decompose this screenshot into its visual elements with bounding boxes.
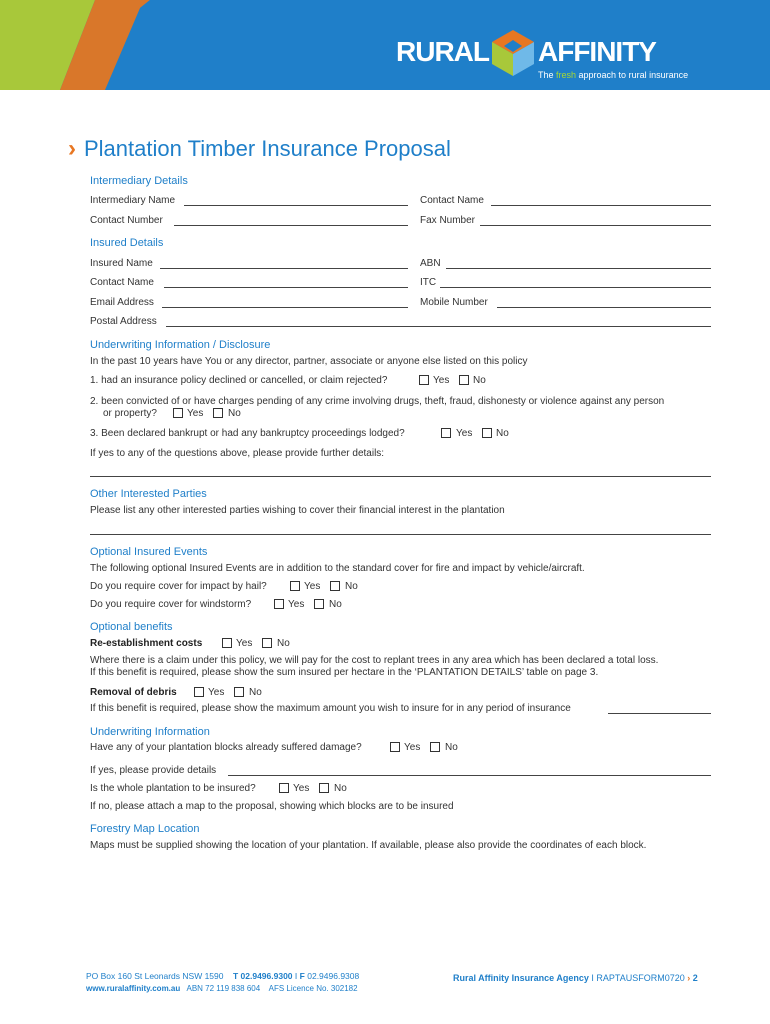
header-banner (0, 0, 770, 90)
debris-yes-checkbox[interactable] (194, 687, 204, 697)
section-optional-benefits: Optional benefits (90, 621, 173, 633)
q3-no-label: No (496, 428, 509, 439)
windstorm-question: Do you require cover for windstorm? (90, 599, 252, 610)
insured-contact-name-label: Contact Name (90, 277, 154, 288)
contact-name-label: Contact Name (420, 195, 484, 206)
damage-no-checkbox[interactable] (430, 742, 440, 752)
reest-yes-label: Yes (236, 638, 253, 649)
mobile-field[interactable] (497, 307, 711, 308)
intermediary-name-label: Intermediary Name (90, 195, 176, 206)
hail-no-label: No (345, 581, 358, 592)
disclosure-q1: 1. had an insurance policy declined or cancelled, or claim rejected? (90, 375, 388, 386)
whole-no-checkbox[interactable] (319, 783, 329, 793)
q1-no-checkbox[interactable] (459, 375, 469, 385)
debris-label: Removal of debris (90, 687, 177, 698)
whole-yes-label: Yes (293, 783, 310, 794)
q1-yes-label: Yes (433, 375, 450, 386)
insured-name-label: Insured Name (90, 258, 153, 269)
rural-affinity-logo (396, 28, 716, 88)
page-title-row (68, 136, 451, 162)
section-optional-events: Optional Insured Events (90, 546, 208, 558)
reestablishment-label: Re-establishment costs (90, 638, 203, 649)
website-link[interactable]: www.ruralaffinity.com.au (86, 984, 181, 993)
q2-yes-label: Yes (187, 408, 204, 419)
debris-yes-label: Yes (208, 687, 225, 698)
abn-field[interactable] (446, 268, 711, 269)
reestablishment-text-2: If this benefit is required, please show the sum insured per hectare in the ‘PLANTATION DETAILS’ table on page 3. (90, 667, 599, 678)
logo-word-rural: RURAL (396, 36, 489, 67)
q2-no-checkbox[interactable] (213, 408, 223, 418)
damage-details-field[interactable] (228, 775, 711, 776)
disclosure-intro: In the past 10 years have You or any director, partner, associate or anyone else listed on this policy (90, 356, 528, 367)
whole-no-label: No (334, 783, 347, 794)
hail-question: Do you require cover for impact by hail? (90, 581, 267, 592)
contact-number-label: Contact Number (90, 215, 163, 226)
section-forestry-map: Forestry Map Location (90, 823, 200, 835)
postal-field[interactable] (166, 326, 711, 327)
debris-amount-field[interactable] (608, 713, 711, 714)
contact-number-field[interactable] (174, 225, 408, 226)
disclosure-details-prompt: If yes to any of the questions above, please provide further details: (90, 448, 385, 459)
section-interested-parties: Other Interested Parties (90, 488, 207, 500)
footer-contact: PO Box 160 St Leonards NSW 1590 T 02.9496.9300 I F 02.9496.9308 (86, 971, 360, 981)
itc-label: ITC (420, 277, 437, 288)
page-number: 2 (692, 973, 698, 983)
email-field[interactable] (162, 307, 408, 308)
q1-yes-checkbox[interactable] (419, 375, 429, 385)
hail-no-checkbox[interactable] (330, 581, 340, 591)
insured-contact-name-field[interactable] (164, 287, 408, 288)
damage-no-label: No (445, 742, 458, 753)
hail-yes-label: Yes (304, 581, 321, 592)
reest-yes-checkbox[interactable] (222, 638, 232, 648)
section-underwriting: Underwriting Information (90, 726, 210, 738)
disclosure-q2b: or property? (103, 408, 157, 419)
whole-plantation-question: Is the whole plantation to be insured? (90, 783, 256, 794)
section-disclosure: Underwriting Information / Disclosure (90, 339, 271, 351)
footer-web: www.ruralaffinity.com.au ABN 72 119 838 604 AFS Licence No. 302182 (86, 984, 358, 993)
chevron-right-icon: › (68, 135, 76, 162)
q3-yes-checkbox[interactable] (441, 428, 451, 438)
email-label: Email Address (90, 297, 154, 308)
header-decoration (0, 0, 200, 90)
itc-field[interactable] (440, 287, 711, 288)
debris-text: If this benefit is required, please show the maximum amount you wish to insure for in any period of insurance (90, 703, 571, 714)
logo-tagline: The fresh approach to rural insurance (538, 70, 689, 80)
intermediary-name-field[interactable] (184, 205, 408, 206)
mobile-label: Mobile Number (420, 297, 488, 308)
section-insured-details: Insured Details (90, 237, 164, 249)
debris-no-label: No (249, 687, 262, 698)
interested-parties-field[interactable] (90, 534, 711, 535)
damage-details-label: If yes, please provide details (90, 765, 217, 776)
chevron-right-icon: › (687, 973, 691, 983)
page-title: Plantation Timber Insurance Proposal (84, 136, 451, 161)
interested-parties-text: Please list any other interested parties wishing to cover their financial interest in the plantation (90, 505, 505, 516)
wind-no-checkbox[interactable] (314, 599, 324, 609)
damage-yes-label: Yes (404, 742, 421, 753)
postal-label: Postal Address (90, 316, 157, 327)
wind-no-label: No (329, 599, 342, 610)
section-intermediary-details: Intermediary Details (90, 175, 188, 187)
reest-no-checkbox[interactable] (262, 638, 272, 648)
fax-number-label: Fax Number (420, 215, 476, 226)
disclosure-q3: 3. Been declared bankrupt or had any bankruptcy proceedings lodged? (90, 428, 405, 439)
reestablishment-text-1: Where there is a claim under this policy, we will pay for the cost to replant trees in any area which has been declared a total loss. (90, 655, 659, 666)
contact-name-field[interactable] (491, 205, 711, 206)
q3-yes-label: Yes (456, 428, 473, 439)
q3-no-checkbox[interactable] (482, 428, 492, 438)
fax-number-field[interactable] (480, 225, 711, 226)
abn-label: ABN (420, 258, 441, 269)
footer-agency: Rural Affinity Insurance Agency I RAPTAUSFORM0720 › 2 (453, 973, 698, 983)
reest-no-label: No (277, 638, 290, 649)
q2-no-label: No (228, 408, 241, 419)
damage-yes-checkbox[interactable] (390, 742, 400, 752)
wind-yes-label: Yes (288, 599, 305, 610)
optional-events-intro: The following optional Insured Events are in addition to the standard cover for fire and impact by vehicle/aircraft. (90, 563, 585, 574)
q2-yes-checkbox[interactable] (173, 408, 183, 418)
debris-no-checkbox[interactable] (234, 687, 244, 697)
disclosure-q2a: 2. been convicted of or have charges pending of any crime involving drugs, theft, fraud, dishonesty or violence against any person (90, 396, 665, 407)
logo-mark-icon (490, 28, 536, 78)
map-instructions: Maps must be supplied showing the location of your plantation. If available, please also provide the coordinates of each block. (90, 840, 647, 851)
q1-no-label: No (473, 375, 486, 386)
hail-yes-checkbox[interactable] (290, 581, 300, 591)
logo-word-affinity: AFFINITY (538, 36, 656, 67)
damage-question: Have any of your plantation blocks already suffered damage? (90, 742, 362, 753)
map-note: If no, please attach a map to the proposal, showing which blocks are to be insured (90, 801, 454, 812)
whole-yes-checkbox[interactable] (279, 783, 289, 793)
wind-yes-checkbox[interactable] (274, 599, 284, 609)
insured-name-field[interactable] (160, 268, 408, 269)
disclosure-details-field[interactable] (90, 476, 711, 477)
